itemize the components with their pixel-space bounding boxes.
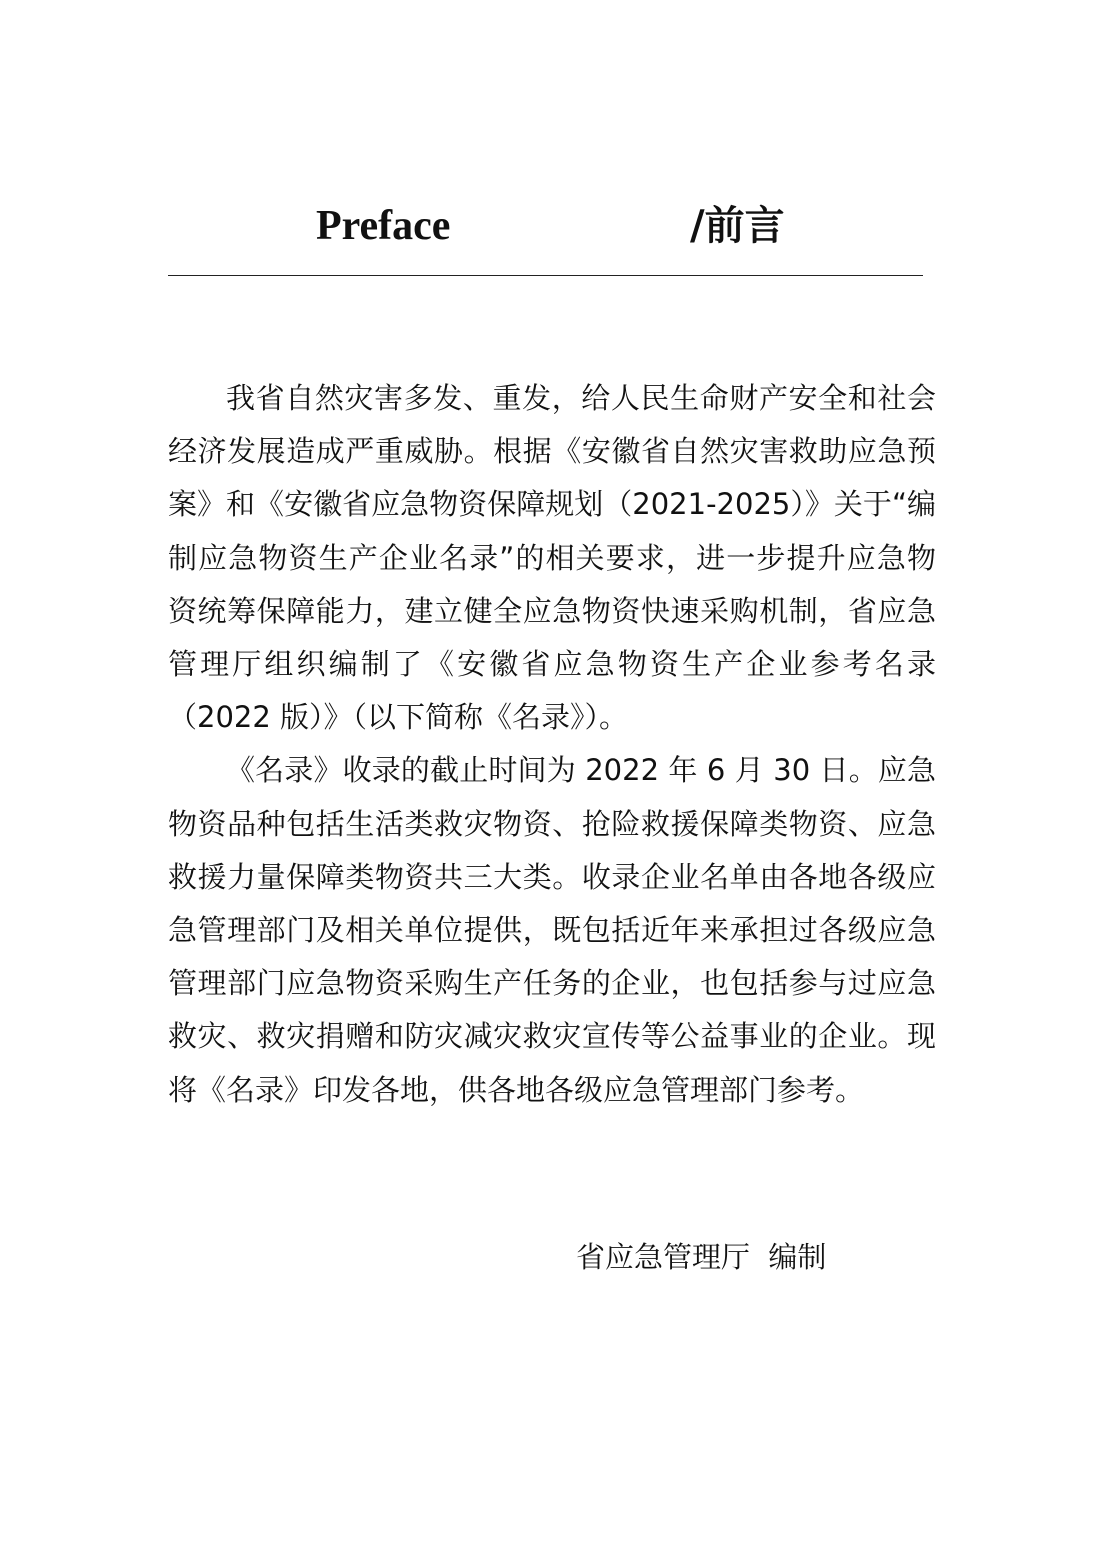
signature: 省应急管理厅 编制 [576, 1240, 827, 1274]
heading-chinese: /前言 [690, 202, 785, 249]
preface-body [168, 372, 936, 1117]
paragraph-2: 《名录》收录的截止时间为 2022 年 6 月 30 日。应急物资品种包括生活类救灾物资、抢险救援保障类物资、应急救援力量保障类物资共三大类。收录企业名单由各地各级应急管理部门及相关单位提供，既包括近年来承担过各级应急管理部门应急物资采购生产任务的企业，也包括参与过应急救灾、救灾捐赠和防灾减灾救灾宣传等公益事业的企业。现将《名录》印发各地，供各地各级应急管理部门参考。 [168, 753, 936, 1107]
heading-divider [168, 275, 923, 276]
heading-english: Preface [316, 203, 451, 249]
paragraph-1: 我省自然灾害多发、重发，给人民生命财产安全和社会经济发展造成严重威胁。根据《安徽省自然灾害救助应急预案》和《安徽省应急物资保障规划（2021-2025）》关于“编制应急物资生产企业名录”的相关要求，进一步提升应急物资统筹保障能力，建立健全应急物资快速采购机制，省应急管理厅组织编制了《安徽省应急物资生产企业参考名录（2022 版）》（以下简称《名录》）。 [168, 381, 936, 735]
